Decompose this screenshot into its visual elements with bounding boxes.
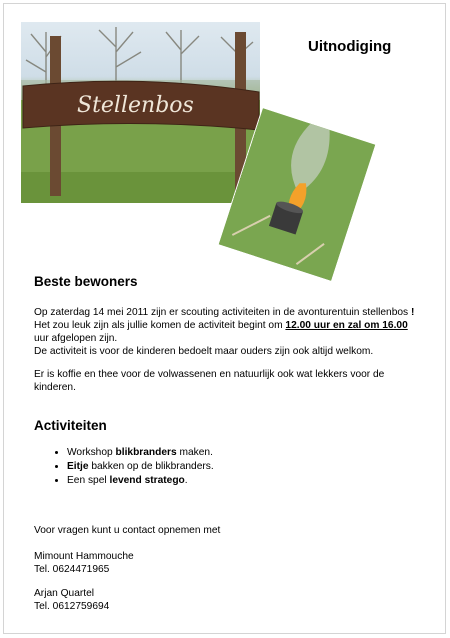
activities-heading: Activiteiten [34,418,107,433]
item-bold: levend stratego [109,475,185,486]
item-text: bakken op de blikbranders. [88,461,214,472]
contact-phone: Tel. 0624471965 [34,564,110,575]
intro-time: 12.00 uur en zal om 16.00 [285,320,408,331]
intro-line-4: De activiteit is voor de kinderen bedoelt maar ouders zijn ook altijd welkom. [34,346,374,357]
coffee-line-2: kinderen. [34,382,76,393]
contact-phone: Tel. 0612759694 [34,601,110,612]
intro-line-2 [34,319,444,332]
intro-paragraph [34,306,444,358]
coffee-paragraph [34,368,444,394]
intro-line-1 [34,306,444,319]
coffee-line-1: Er is koffie en thee voor de volwassenen en natuurlijk ook wat lekkers voor de [34,369,385,380]
item-text: Workshop [67,447,116,458]
intro-line-3: uur afgelopen zijn. [34,333,118,344]
activities-list [34,446,214,488]
list-item [67,446,214,460]
page-title: Uitnodiging [308,38,392,55]
intro-exclamation: ! [410,307,415,318]
item-text: maken. [176,447,213,458]
contact-name: Arjan Quartel [34,588,95,599]
sign-illustration [21,22,260,203]
contact-person-1 [34,550,134,576]
contact-intro: Voor vragen kunt u contact opnemen met [34,525,221,536]
intro-line-2-text: Het zou leuk zijn als jullie komen de activiteit begint om [34,320,286,331]
item-bold: blikbranders [115,447,177,458]
list-item [67,474,214,488]
intro-line-1-text: Op zaterdag 14 mei 2011 zijn er scouting activiteiten in de avonturentuin stellenbos [34,307,411,318]
item-text: . [184,475,188,486]
sign-text: Stellenbos [77,93,194,118]
item-bold: Eitje [67,461,89,472]
item-text: Een spel [67,475,110,486]
stellenbos-sign-photo [21,22,260,203]
contact-person-2 [34,587,109,613]
greeting-heading: Beste bewoners [34,274,138,289]
contact-name: Mimount Hammouche [34,551,134,562]
list-item [67,460,214,474]
